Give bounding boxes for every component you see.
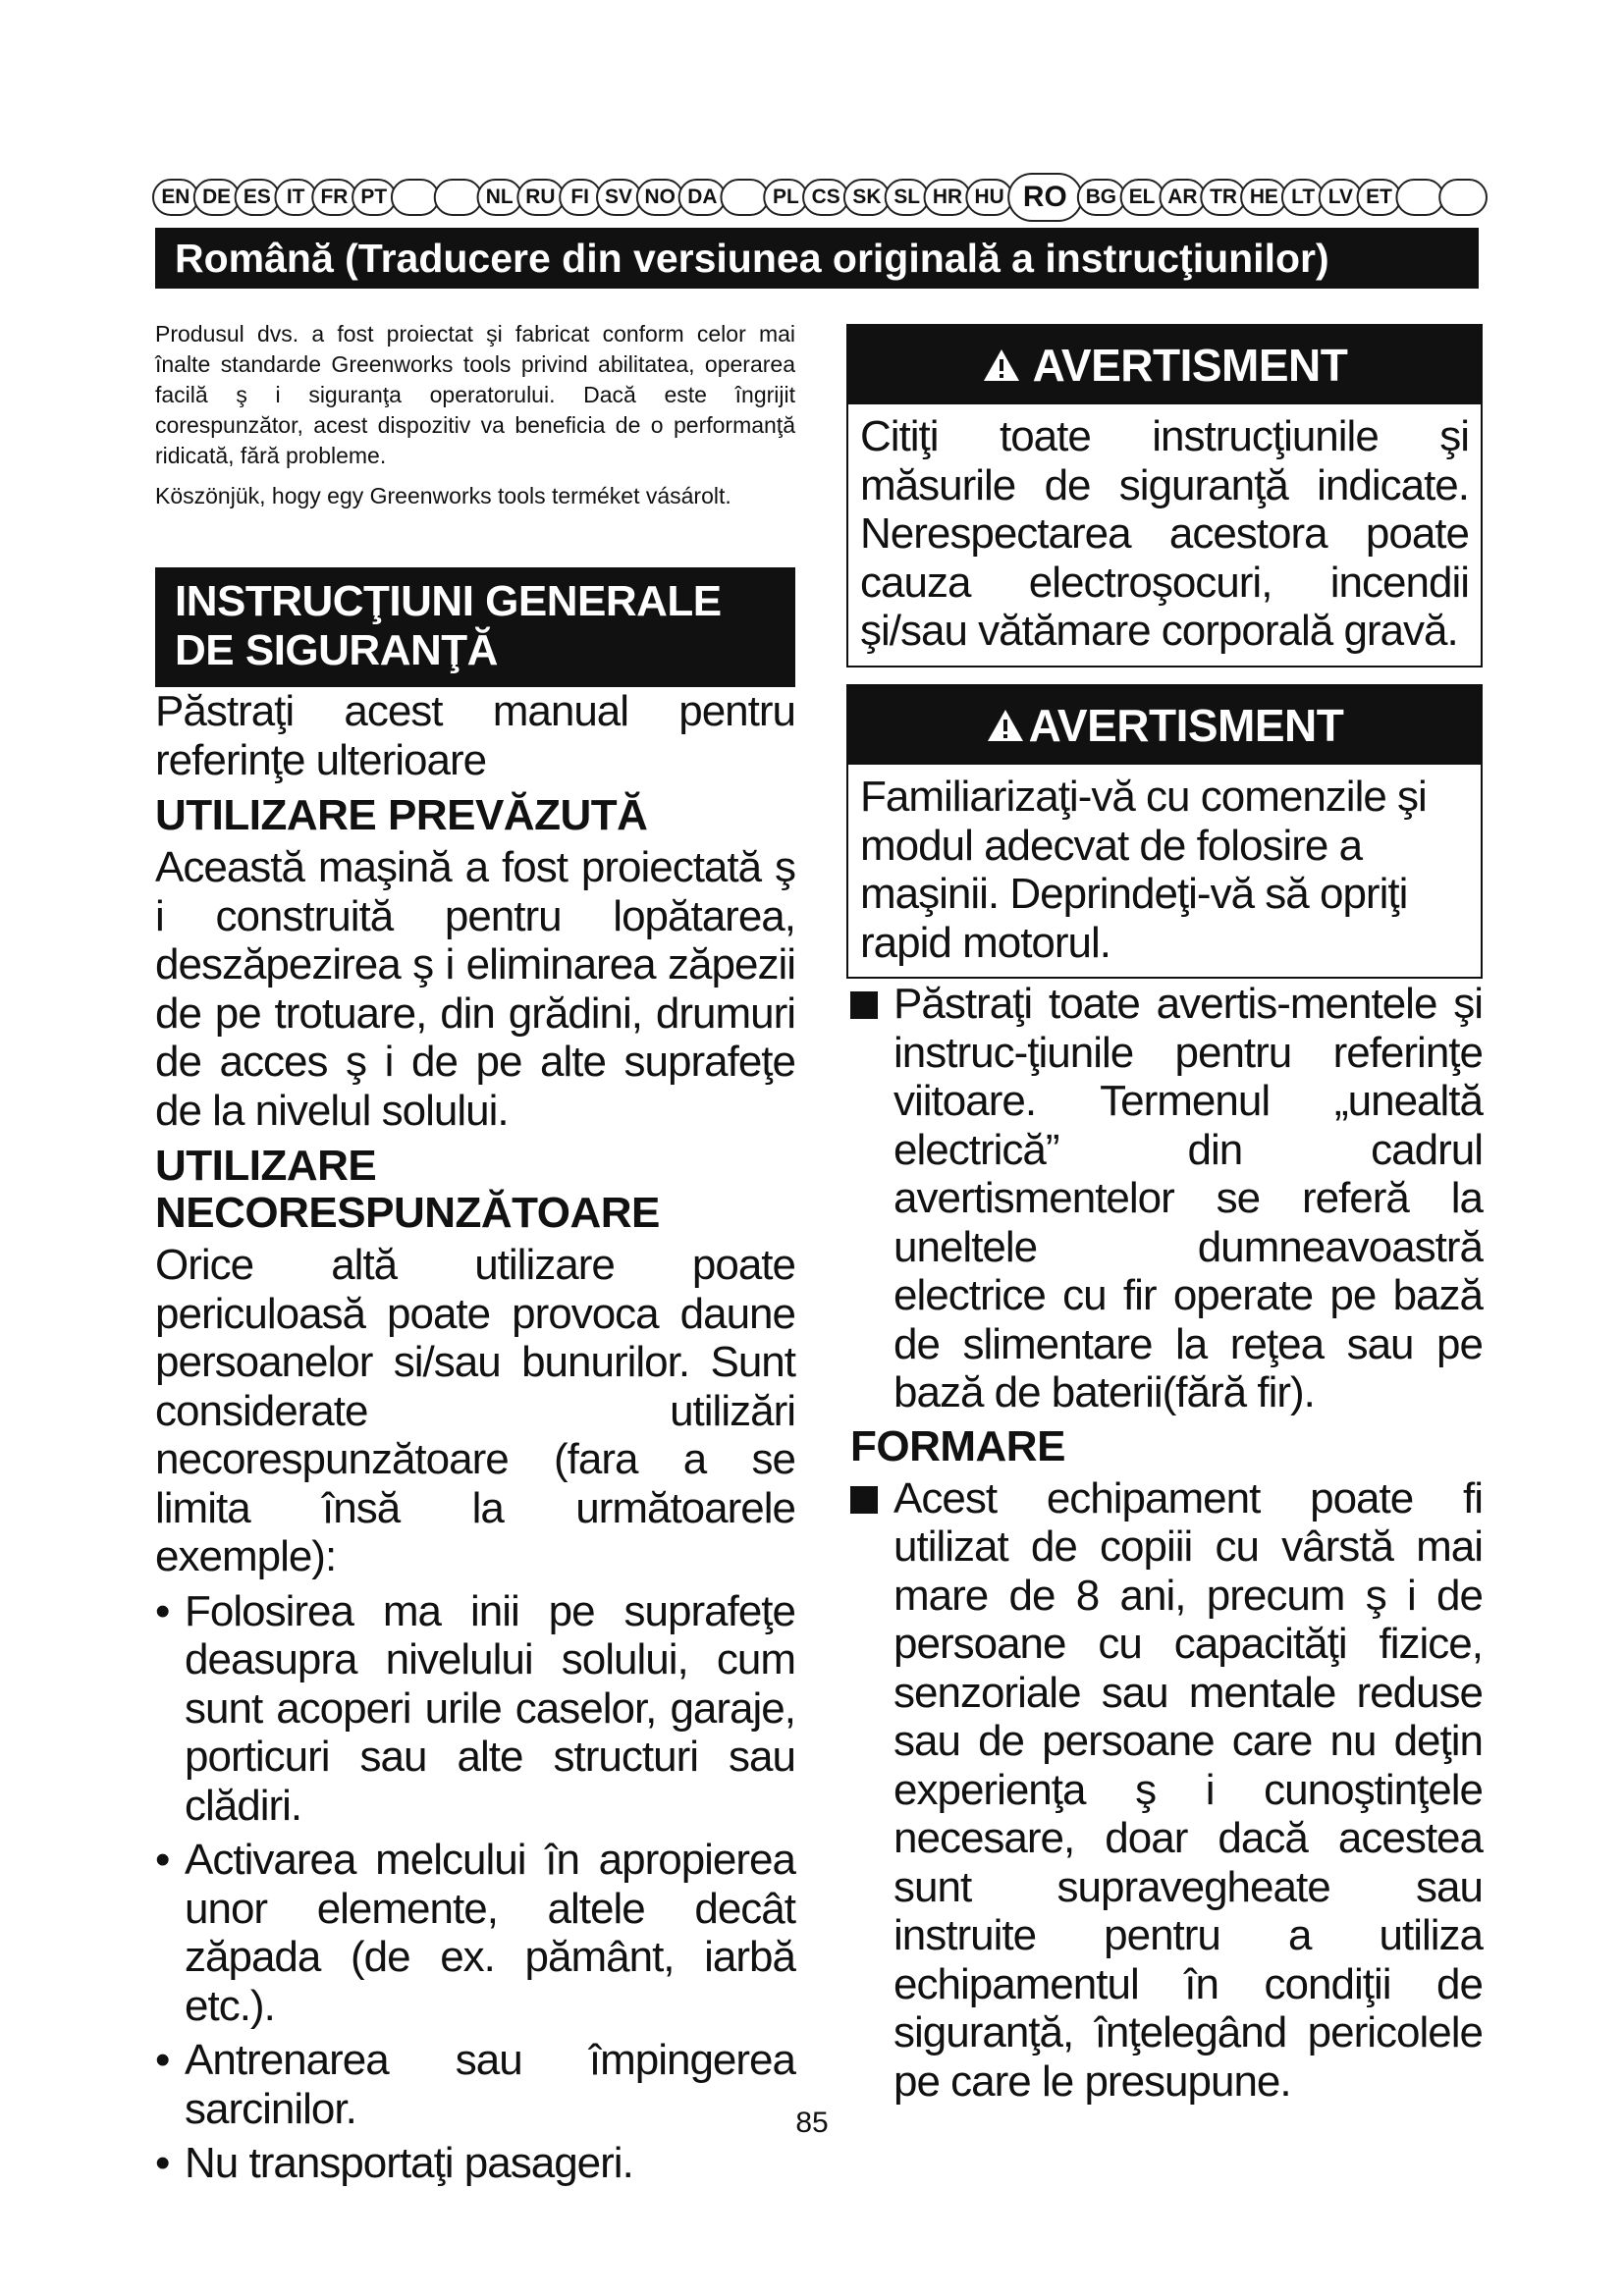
language-tab bbox=[1438, 179, 1488, 216]
language-tab bbox=[721, 179, 770, 216]
square-bullet-icon bbox=[850, 1486, 878, 1514]
square-bullet-icon bbox=[850, 991, 878, 1019]
language-banner: Română (Traducere din versiunea originală a instrucţiunilor) bbox=[155, 228, 1479, 289]
language-tab bbox=[391, 179, 440, 216]
language-tab: EL bbox=[1119, 179, 1164, 216]
intro-text bbox=[155, 319, 795, 511]
improper-use-heading: UTILIZARE NECORESPUNZĂTOARE bbox=[155, 1142, 660, 1237]
intro-paragraph-2: Köszönjük, hogy egy Greenworks tools terméket vásárolt. bbox=[155, 483, 731, 508]
bullet-dot: • bbox=[155, 2036, 170, 2084]
list-item: • Antrenarea sau împingerea sarcinilor. bbox=[155, 2036, 795, 2133]
language-tab bbox=[434, 179, 483, 216]
language-tab: RO bbox=[1007, 173, 1083, 222]
warning-text-2: Familiarizaţi-vă cu comenzile şi modul adecvat de folosire a maşinii. Deprindeţi-vă să opriţi rapid motorul. bbox=[860, 773, 1427, 967]
language-tab: SK bbox=[843, 179, 891, 216]
language-tab: IT bbox=[274, 179, 317, 216]
language-tab: FI bbox=[559, 179, 602, 216]
right-body bbox=[850, 980, 1483, 2106]
intro-paragraph-1: Produsul dvs. a fost proiectat şi fabricat conform celor mai înalte standarde Greenworks tools privind abilitatea, operarea facilă ş i siguranţa operatorului. Dacă este îngrijit corespunzător, acest dispozitiv va beneficia de o performanţă ridicată, fără probleme. bbox=[155, 321, 795, 468]
improper-use-list bbox=[155, 1587, 795, 2188]
list-item: • Folosirea ma inii pe suprafeţe deasupra nivelului solului, cum sunt acoperi urile caselor, garaje, porticuri sau alte structuri sau clădiri. bbox=[155, 1586, 795, 1830]
language-tab bbox=[1395, 179, 1444, 216]
bullet-dot: • bbox=[155, 1586, 170, 1635]
training-list bbox=[850, 1474, 1483, 2107]
intended-use-text: Această maşină a fost proiectată ş i construită pentru lopătarea, deszăpezirea ş i eliminarea zăpezii de pe trotuare, din grădini, drumuri de acces ş i de pe alte suprafeţe de la nivelul solului. bbox=[155, 843, 795, 1135]
warning-box-2 bbox=[846, 684, 1483, 979]
language-tab: TR bbox=[1201, 179, 1247, 216]
language-tab: EN bbox=[152, 179, 199, 216]
language-tab: NO bbox=[635, 179, 684, 216]
warning-title-1: AVERTISMENT bbox=[848, 326, 1481, 404]
language-tab: PT bbox=[352, 179, 397, 216]
language-tab: SV bbox=[596, 179, 642, 216]
language-tab: FR bbox=[311, 179, 357, 216]
keep-manual-text: Păstraţi acest manual pentru referinţe ulterioare bbox=[155, 687, 795, 784]
keep-warnings-list bbox=[850, 980, 1483, 1417]
list-item: Acest echipament poate fi utilizat de copiii cu vârstă mai mare de 8 ani, precum ş i de persoane cu capacităţi fizice, senzoriale sau mentale reduse sau de persoane care nu deţin experienţa ş i cunoştinţele necesare, doar dacă acestea sunt supravegheate sau instruite pentru a utiliza echipamentul în condiţii de siguranţă, înţelegând pericolele pe care le presupune. bbox=[850, 1474, 1483, 2107]
section-title: INSTRUCŢIUNI GENERALE DE SIGURANŢĂ bbox=[155, 567, 795, 687]
language-tab: ET bbox=[1357, 179, 1402, 216]
language-tab: BG bbox=[1077, 179, 1126, 216]
left-column bbox=[155, 319, 795, 521]
language-tabs bbox=[152, 170, 1482, 225]
language-tab: LV bbox=[1319, 179, 1363, 216]
warning-box-1 bbox=[846, 324, 1483, 667]
improper-use-text: Orice altă utilizare poate periculoasă poate provoca daune persoanelor si/sau bunurilor. Sunt considerate utilizări necorespunzătoare (fara a se limita însă la următoarele exemple): bbox=[155, 1241, 795, 1580]
language-tab: DA bbox=[678, 179, 727, 216]
warning-triangle-icon bbox=[986, 708, 1025, 743]
language-tab: LT bbox=[1281, 179, 1325, 216]
training-heading: FORMARE bbox=[850, 1421, 1065, 1470]
list-item: • Activarea melcului în apropierea unor elemente, altele decât zăpada (de ex. pământ, iarbă etc.). bbox=[155, 1836, 795, 2030]
language-tab: HE bbox=[1240, 179, 1287, 216]
list-item: • Nu transportaţi pasageri. bbox=[155, 2139, 633, 2187]
language-tab: SL bbox=[885, 179, 930, 216]
language-tab: HU bbox=[965, 179, 1013, 216]
warning-title-2: AVERTISMENT bbox=[848, 686, 1481, 765]
language-tab: DE bbox=[193, 179, 241, 216]
language-tab: RU bbox=[516, 179, 565, 216]
page-number: 85 bbox=[795, 2107, 829, 2139]
bullet-dot: • bbox=[155, 1836, 170, 1884]
language-tab: ES bbox=[234, 179, 280, 216]
warning-triangle-icon bbox=[982, 347, 1021, 383]
bullet-dot: • bbox=[155, 2139, 170, 2187]
language-tab: NL bbox=[476, 179, 522, 216]
language-tab: PL bbox=[764, 179, 809, 216]
warning-text-1: Citiţi toate instrucţiunile şi măsurile de siguranţă indicate. Nerespectarea acestora poate cauza electroşocuri, incendii şi/sau vătămare corporală gravă. bbox=[860, 412, 1469, 655]
language-tab: CS bbox=[802, 179, 849, 216]
left-body bbox=[155, 687, 795, 2188]
language-tab: AR bbox=[1159, 179, 1207, 216]
language-tab: HR bbox=[924, 179, 972, 216]
list-item: Păstraţi toate avertis-mentele şi instruc-ţiunile pentru referinţe viitoare. Termenul „unealtă electrică” din cadrul avertismentelor se referă la uneltele dumneavoastră electrice cu fir operate pe bază de slimentare la reţea sau pe bază de baterii(fără fir). bbox=[850, 980, 1483, 1417]
intended-use-heading: UTILIZARE PREVĂZUTĂ bbox=[155, 791, 648, 839]
